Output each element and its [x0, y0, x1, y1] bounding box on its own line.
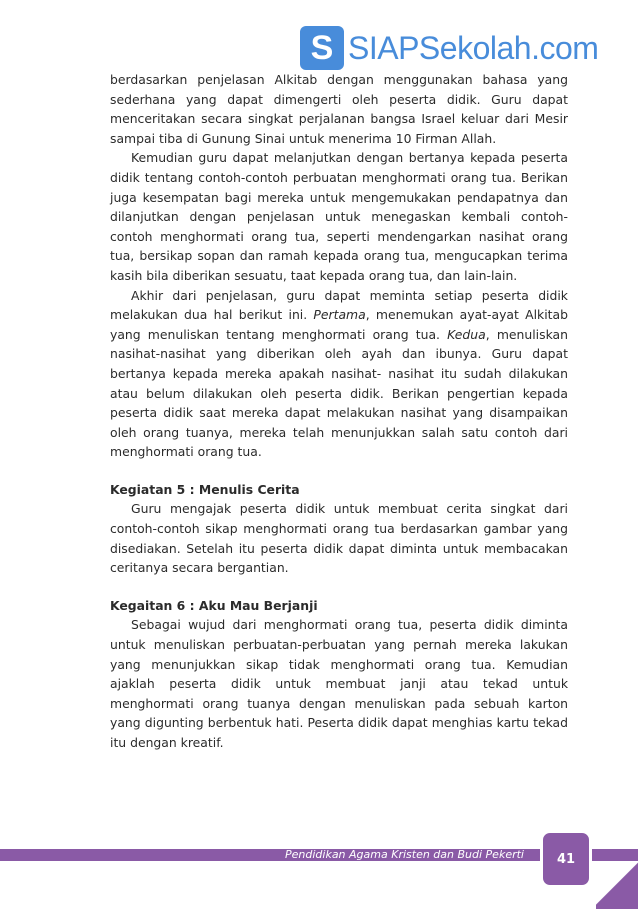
emphasis-kedua: Kedua: [447, 326, 486, 342]
paragraph-3-part-a: Akhir dari penjelasan, guru dapat meminta setiap peserta didik melakukan dua hal berikut ini.: [110, 287, 568, 323]
paragraph-3: [110, 286, 568, 462]
emphasis-pertama: Pertama: [313, 307, 366, 323]
paragraph-5: Sebagai wujud dari menghormati orang tua, peserta didik diminta untuk menuliskan perbuatan-perbuatan yang pernah mereka lakukan yang menunjukkan sikap tidak menghormati orang tua. Kemudian ajaklah peserta didik untuk membuat janji atau tekad untuk menghormati orang tuanya dengan menuliskan pada sebuah karton yang digunting berbentuk hati. Peserta didik dapat menghias kartu tekad itu dengan kreatif.: [110, 617, 568, 750]
heading-kegiatan-6: Kegaitan 6 : Aku Mau Berjanji: [110, 597, 318, 613]
page-body: [110, 70, 568, 753]
watermark-badge: S: [300, 26, 344, 70]
watermark-text: SIAPSekolah.com: [348, 29, 599, 66]
paragraph-4: Guru mengajak peserta didik untuk membuat cerita singkat dari contoh-contoh sikap menghormati orang tua berdasarkan gambar yang disediakan. Setelah itu peserta didik dapat diminta untuk membacakan ceritanya secara bergantian.: [110, 501, 568, 576]
paragraph-3-part-b: , menemukan ayat-ayat Alkitab yang menuliskan tentang menghormati orang tua.: [110, 307, 568, 342]
paragraph-1: berdasarkan penjelasan Alkitab dengan menggunakan bahasa yang sederhana yang dapat dimengerti oleh peserta didik. Guru dapat menceritakan secara singkat perjalanan bangsa Israel keluar dari Mesir sampai tiba di Gunung Sinai untuk menerima 10 Firman Allah.: [110, 72, 568, 146]
page-number: 41: [540, 830, 592, 888]
footer-book-title: Pendidikan Agama Kristen dan Budi Pekerti: [285, 848, 524, 861]
paragraph-2: Kemudian guru dapat melanjutkan dengan bertanya kepada peserta didik tentang contoh-contoh perbuatan menghormati orang tua. Berikan juga kesempatan bagi mereka untuk mengemukakan pendapatnya dan dilanjutkan dengan penjelasan untuk menegaskan kembali contoh-contoh menghormati orang tua, seperti mendengarkan nasihat orang tua, bersikap sopan dan ramah kepada orang tua, mengucapkan terima kasih bila diberikan sesuatu, taat kepada orang tua, dan lain-lain.: [110, 150, 568, 283]
paragraph-3-part-c: , menuliskan nasihat-nasihat yang diberikan oleh ayah dan ibunya. Guru dapat bertanya kepada mereka apakah nasihat- nasihat itu sudah dilakukan atau belum dilakukan oleh peserta didik. Berikan pengertian kepada peserta didik saat mereka dapat melakukan nasihat yang disampaikan oleh orang tuanya, mereka telah menunjukkan salah satu contoh dari menghormati orang tua.: [110, 326, 568, 460]
watermark-logo: [300, 26, 598, 70]
heading-kegiatan-5: Kegiatan 5 : Menulis Cerita: [110, 481, 300, 497]
footer-corner-decoration: [596, 861, 638, 909]
